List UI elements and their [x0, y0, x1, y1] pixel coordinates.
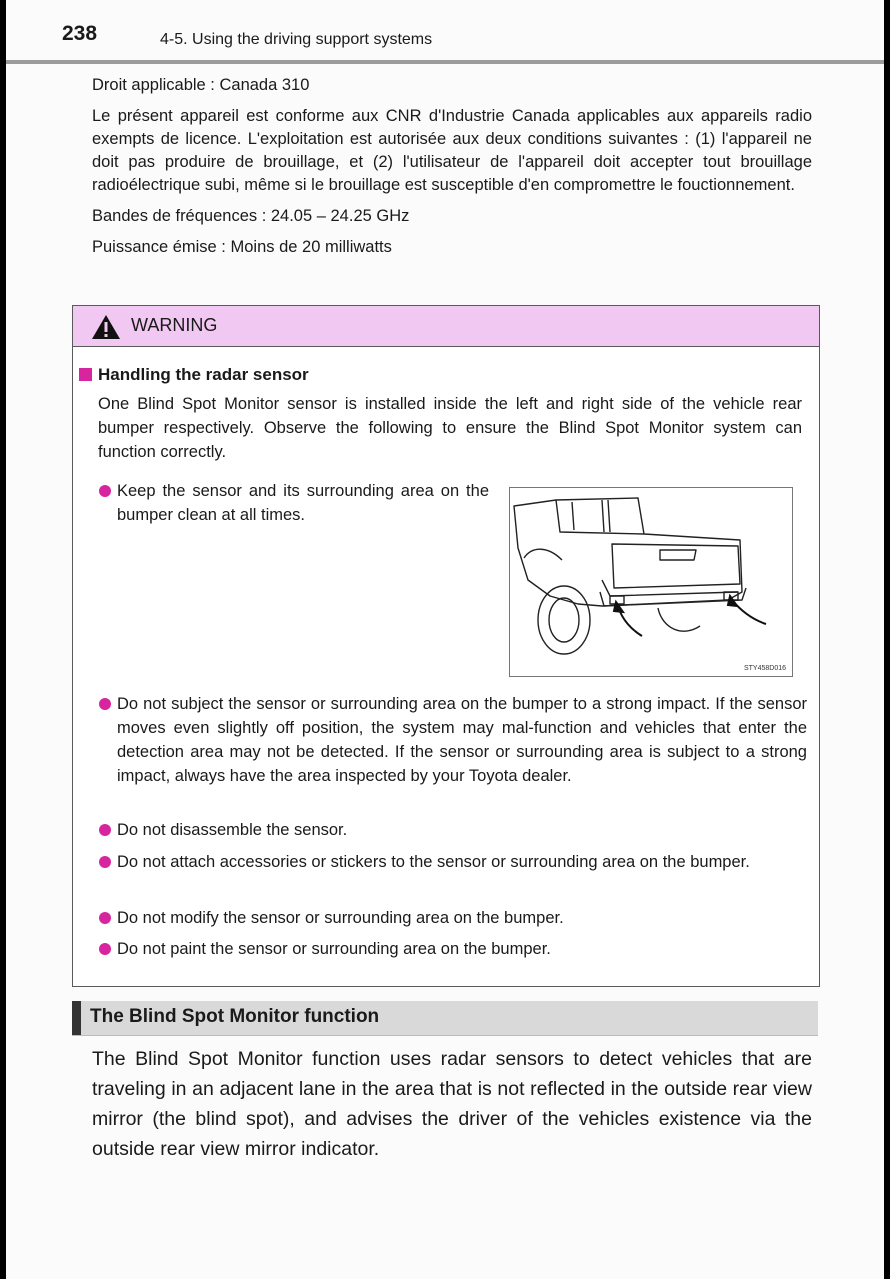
warning-intro: One Blind Spot Monitor sensor is installed inside the left and right side of the vehicle rear bumper respectively. Observe the following to ensure the Blind Spot Monitor system can function correctly.: [98, 395, 802, 461]
frequency-bands-text: Bandes de fréquences : 24.05 – 24.25 GHz: [92, 207, 410, 225]
rear-bumper-sensor-illustration: [509, 487, 793, 677]
section-marker: [72, 1001, 81, 1035]
warning-subheading-text: Handling the radar sensor: [98, 365, 309, 384]
list-item: Do not paint the sensor or surrounding area on the bumper.: [99, 937, 807, 961]
bullet-dot-icon: [99, 912, 111, 924]
header-divider: [6, 60, 884, 64]
list-item: Do not disassemble the sensor.: [99, 818, 807, 842]
bullet-dot-icon: [99, 824, 111, 836]
section-body: The Blind Spot Monitor function uses radar sensors to detect vehicles that are traveling in an adjacent lane in the area that is not reflected in the outside rear view mirror (the blind spot), and advises the driver of the vehicles existence via the outside rear view mirror indicator.: [92, 1048, 812, 1160]
warning-triangle-icon: [91, 314, 121, 340]
bullet-dot-icon: [99, 943, 111, 955]
compliance-text: Le présent appareil est conforme aux CNR d'Industrie Canada applicables aux appareils radio exempts de licence. L'exploitation est autorisée aux deux conditions suivantes : (1) l'appareil ne doit pas produire de brouillage, et (2) l'utilisateur de l'appareil doit accepter tout brouillage radioélectrique subi, même si le brouillage est susceptible d'en compromettre le fouctionnement.: [92, 107, 812, 194]
regulatory-info: [92, 74, 812, 267]
square-bullet-icon: [79, 368, 92, 381]
page-number: 238: [62, 22, 98, 45]
emitted-power-text: Puissance émise : Moins de 20 milliwatts: [92, 238, 392, 256]
section-reference: 4-5. Using the driving support systems: [160, 31, 433, 48]
list-item: Do not subject the sensor or surrounding area on the bumper to a strong impact. If the sensor moves even slightly off position, the system may mal-function and vehicles that enter the detection area may not be detected. If the sensor or surrounding area is subject to a strong impact, always have the area inspected by your Toyota dealer.: [99, 692, 807, 788]
figure-code: STY458D016: [743, 665, 786, 672]
applicable-law-text: Droit applicable : Canada 310: [92, 76, 310, 94]
list-item: Do not attach accessories or stickers to the sensor or surrounding area on the bumper.: [99, 850, 807, 874]
list-item: Do not modify the sensor or surrounding area on the bumper.: [99, 906, 807, 930]
pickup-truck-rear-illustration: [510, 488, 792, 663]
warning-header: [73, 306, 819, 347]
warning-subheading: [79, 365, 309, 385]
bullet-dot-icon: [99, 698, 111, 710]
bullet-dot-icon: [99, 856, 111, 868]
warning-title: WARNING: [131, 315, 218, 335]
section-heading-bar: [72, 1001, 818, 1036]
manual-page: [6, 0, 884, 1279]
warning-box: [72, 305, 820, 987]
bullet-dot-icon: [99, 485, 111, 497]
page-header: [6, 0, 884, 66]
list-item: Keep the sensor and its surrounding area on the bumper clean at all times.: [99, 479, 489, 527]
section-title: The Blind Spot Monitor function: [90, 1006, 380, 1027]
